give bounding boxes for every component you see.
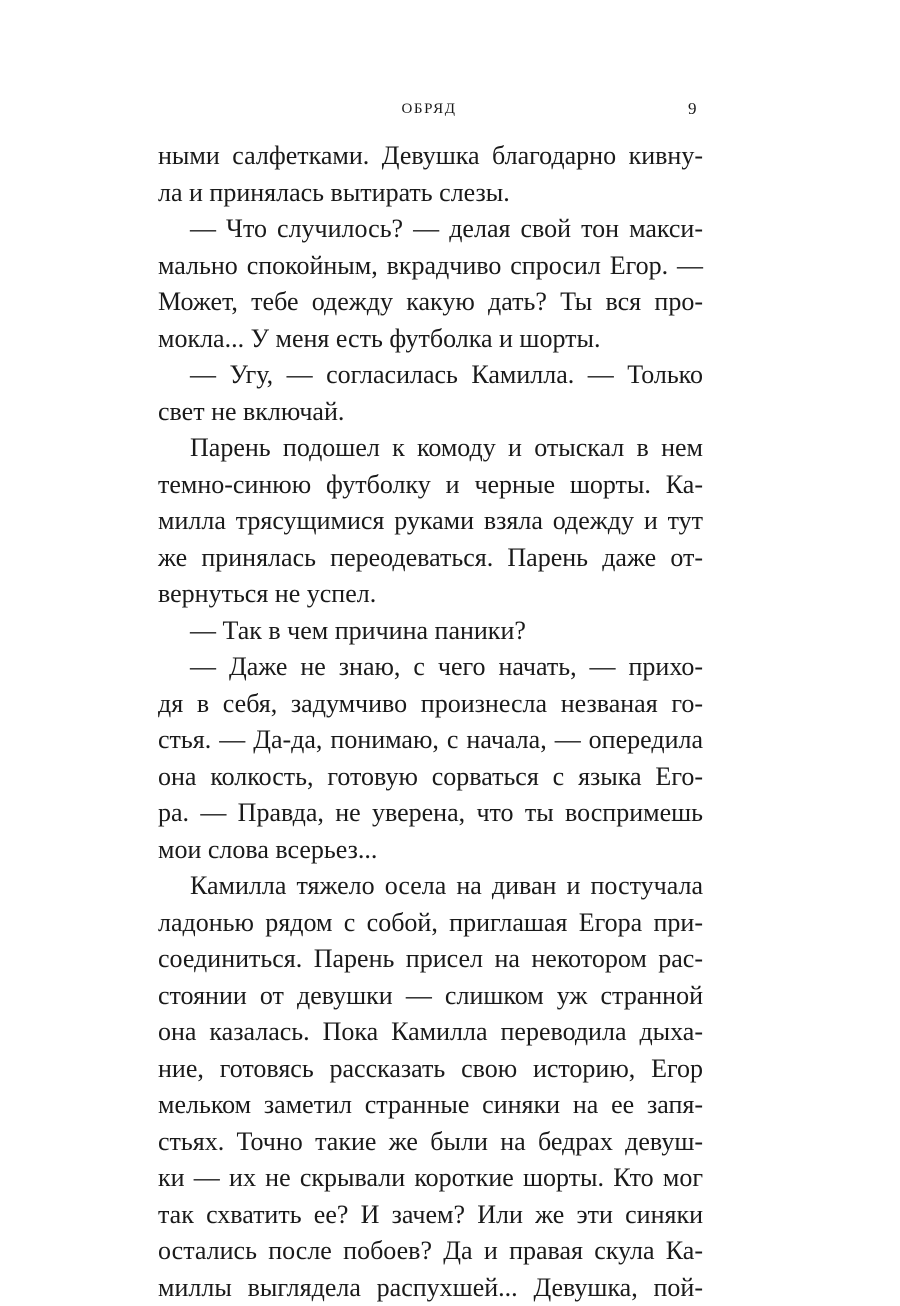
text-line: вернуться не успел. <box>158 576 703 613</box>
running-head <box>0 100 900 124</box>
text-line: темно-синюю футболку и черные шорты. Ка- <box>158 467 703 504</box>
text-line: же принялась переодеваться. Парень даже от- <box>158 540 703 577</box>
text-line: она казалась. Пока Камилла переводила дыха- <box>158 1014 703 1051</box>
text-line: дя в себя, задумчиво произнесла незваная го- <box>158 686 703 723</box>
text-line: ными салфетками. Девушка благодарно кивну- <box>158 138 703 175</box>
text-line: милла трясущимися руками взяла одежду и тут <box>158 503 703 540</box>
text-line: миллы выглядела распухшей... Девушка, пой- <box>158 1270 703 1306</box>
text-line: мои слова всерьез... <box>158 832 703 869</box>
text-line: ки — их не скрывали короткие шорты. Кто мог <box>158 1160 703 1197</box>
text-line: ла и принялась вытирать слезы. <box>158 175 703 212</box>
text-line: соединиться. Парень присел на некотором рас- <box>158 941 703 978</box>
text-line: стьях. Точно такие же были на бедрах девуш- <box>158 1124 703 1161</box>
text-line: стоянии от девушки — слишком уж странной <box>158 978 703 1015</box>
text-line: — Так в чем причина паники? <box>158 613 703 650</box>
text-line: Может, тебе одежду какую дать? Ты вся про- <box>158 284 703 321</box>
text-line: Парень подошел к комоду и отыскал в нем <box>158 430 703 467</box>
page-number: 9 <box>688 100 697 118</box>
text-line: — Угу, — согласилась Камилла. — Только <box>158 357 703 394</box>
text-line: она колкость, готовую сорваться с языка Его- <box>158 759 703 796</box>
text-line: ра. — Правда, не уверена, что ты воспримешь <box>158 795 703 832</box>
text-line: — Даже не знаю, с чего начать, — прихо- <box>158 649 703 686</box>
text-line: — Что случилось? — делая свой тон макси- <box>158 211 703 248</box>
text-line: ние, готовясь рассказать свою историю, Егор <box>158 1051 703 1088</box>
body-text <box>158 138 703 1306</box>
text-line: Камилла тяжело осела на диван и постучала <box>158 868 703 905</box>
text-line: стья. — Да-да, понимаю, с начала, — опередила <box>158 722 703 759</box>
text-line: так схватить ее? И зачем? Или же эти синяки <box>158 1197 703 1234</box>
text-line: мально спокойным, вкрадчиво спросил Егор. — <box>158 248 703 285</box>
text-line: мельком заметил странные синяки на ее запя- <box>158 1087 703 1124</box>
text-line: остались после побоев? Да и правая скула Ка- <box>158 1233 703 1270</box>
text-line: мокла... У меня есть футболка и шорты. <box>158 321 703 358</box>
chapter-title: ОБРЯД <box>0 100 858 118</box>
text-line: ладонью рядом с собой, приглашая Егора при- <box>158 905 703 942</box>
text-line: свет не включай. <box>158 394 703 431</box>
